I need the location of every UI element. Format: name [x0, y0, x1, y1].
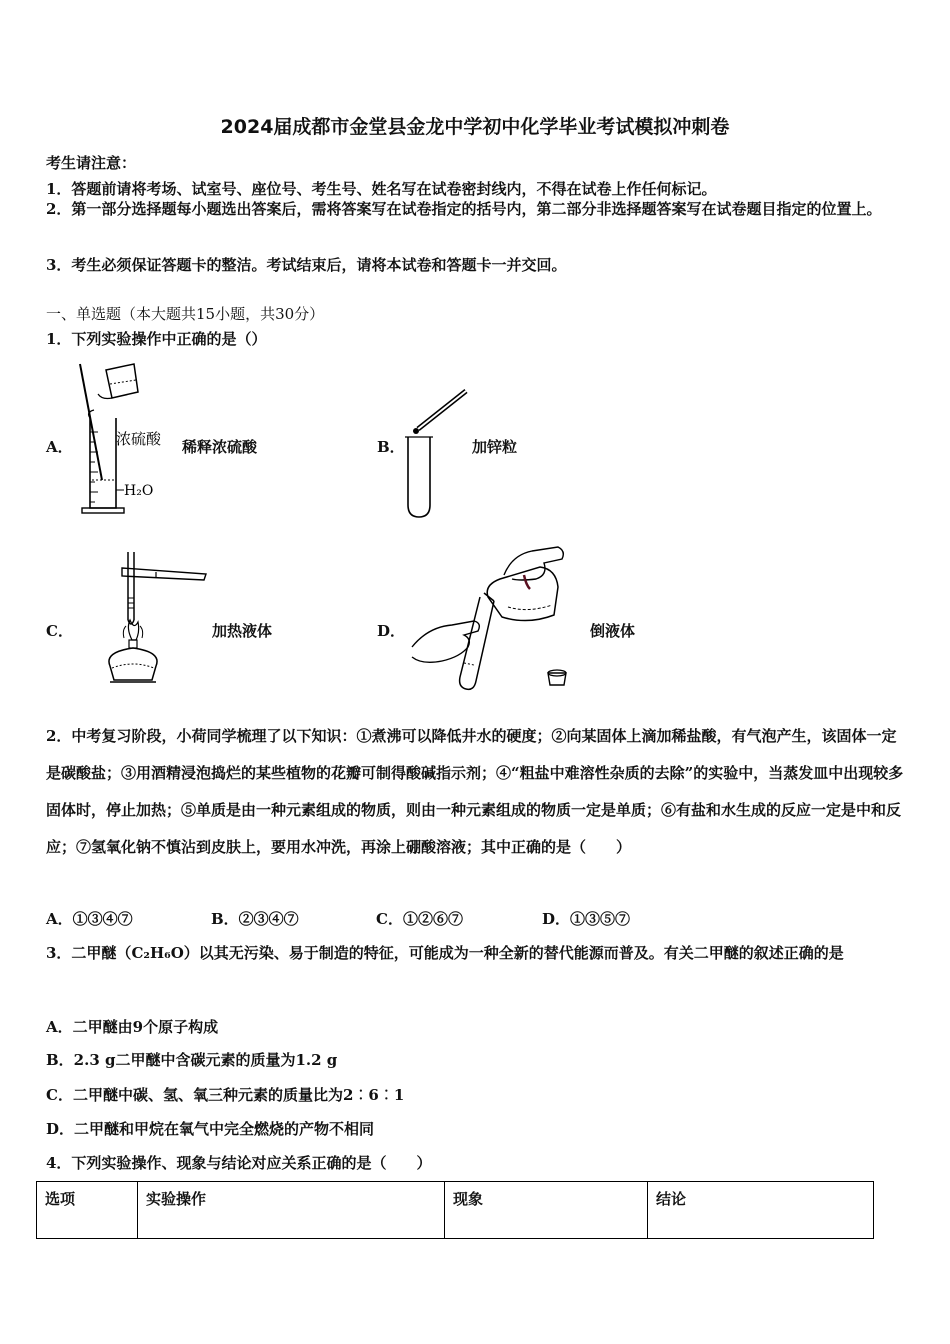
table-header-option: 选项	[37, 1182, 138, 1239]
q2-stem: 2．中考复习阶段，小荷同学梳理了以下知识：①煮沸可以降低井水的硬度；②向某固体上滴加稀盐酸，有气泡产生，该固体一定是碳酸盐；③用酒精浸泡捣烂的某些植物的花瓣可制得酸碱指示剂；④“粗盐中难溶性杂质的去除”的实验中，当蒸发皿中出现较多固体时，停止加热；⑤单质是由一种元素组成的物质，则由一种元素组成的物质一定是单质；⑥有盐和水生成的反应一定是中和反应；⑦氢氧化钠不慎沾到皮肤上，要用水冲洗，再涂上硼酸溶液；其中正确的是（ ）	[46, 727, 904, 856]
q1-option-a-caption: 稀释浓硫酸	[182, 438, 258, 456]
table-header-phenomenon: 现象	[445, 1182, 648, 1239]
q1-option-c-caption: 加热液体	[212, 622, 273, 640]
table-header-row	[37, 1182, 874, 1239]
q1-stem: 1．下列实验操作中正确的是（）	[46, 330, 267, 348]
dilute-sulfuric-acid-figure	[72, 360, 182, 520]
q3-stem: 3．二甲醚（C₂H₆O）以其无污染、易于制造的特征，可能成为一种全新的替代能源而普及。有关二甲醚的叙述正确的是	[46, 944, 844, 962]
table-header-conclusion: 结论	[648, 1182, 874, 1239]
q3-option-a: A．二甲醚由9个原子构成	[46, 1018, 219, 1036]
q1-option-a-label: A．	[46, 438, 73, 456]
q1-option-c-label: C．	[46, 622, 73, 640]
q4-stem: 4．下列实验操作、现象与结论对应关系正确的是（ ）	[46, 1154, 432, 1172]
q2-choice-b: B．②③④⑦	[211, 910, 299, 928]
q3-option-c: C．二甲醚中碳、氢、氧三种元素的质量比为2︰6︰1	[46, 1086, 405, 1104]
q1-option-d-label: D．	[377, 622, 406, 640]
notice-item-2: 2．第一部分选择题每小题选出答案后，需将答案写在试卷指定的括号内，第二部分非选择题答案写在试卷题目指定的位置上。	[46, 200, 882, 218]
section-heading-text: 一、单选题（本大题共15小题，共30分）	[46, 305, 325, 323]
notice-heading: 考生请注意：	[46, 154, 137, 172]
notice-item-1: 1．答题前请将考场、试室号、座位号、考生号、姓名写在试卷密封线内，不得在试卷上作任何标记。	[46, 180, 717, 198]
q3-option-b: B．2.3 g二甲醚中含碳元素的质量为1.2 g	[46, 1051, 338, 1069]
figure-label-water: H₂O	[124, 483, 154, 499]
q2-choice-d: D．①③⑤⑦	[542, 910, 631, 928]
q1-option-b-caption: 加锌粒	[472, 438, 518, 456]
q2-choice-c: C．①②⑥⑦	[376, 910, 463, 928]
q4-table	[36, 1181, 874, 1239]
q3-option-d: D．二甲醚和甲烷在氧气中完全燃烧的产物不相同	[46, 1120, 375, 1138]
q1-option-d-caption: 倒液体	[590, 622, 636, 640]
pour-liquid-figure	[408, 545, 593, 693]
heat-liquid-figure	[96, 548, 211, 690]
figure-label-concentrated-acid: 浓硫酸	[116, 430, 162, 448]
table-header-operation: 实验操作	[138, 1182, 445, 1239]
zinc-granule-icon	[413, 428, 419, 434]
page-title: 2024届成都市金堂县金龙中学初中化学毕业考试模拟冲刺卷	[220, 116, 730, 138]
section-heading	[46, 303, 324, 324]
q1-option-b-label: B．	[377, 438, 405, 456]
notice-item-3: 3．考生必须保证答题卡的整洁。考试结束后，请将本试卷和答题卡一并交回。	[46, 256, 567, 274]
add-zinc-figure	[400, 385, 480, 520]
q2-choice-a: A．①③④⑦	[46, 910, 133, 928]
